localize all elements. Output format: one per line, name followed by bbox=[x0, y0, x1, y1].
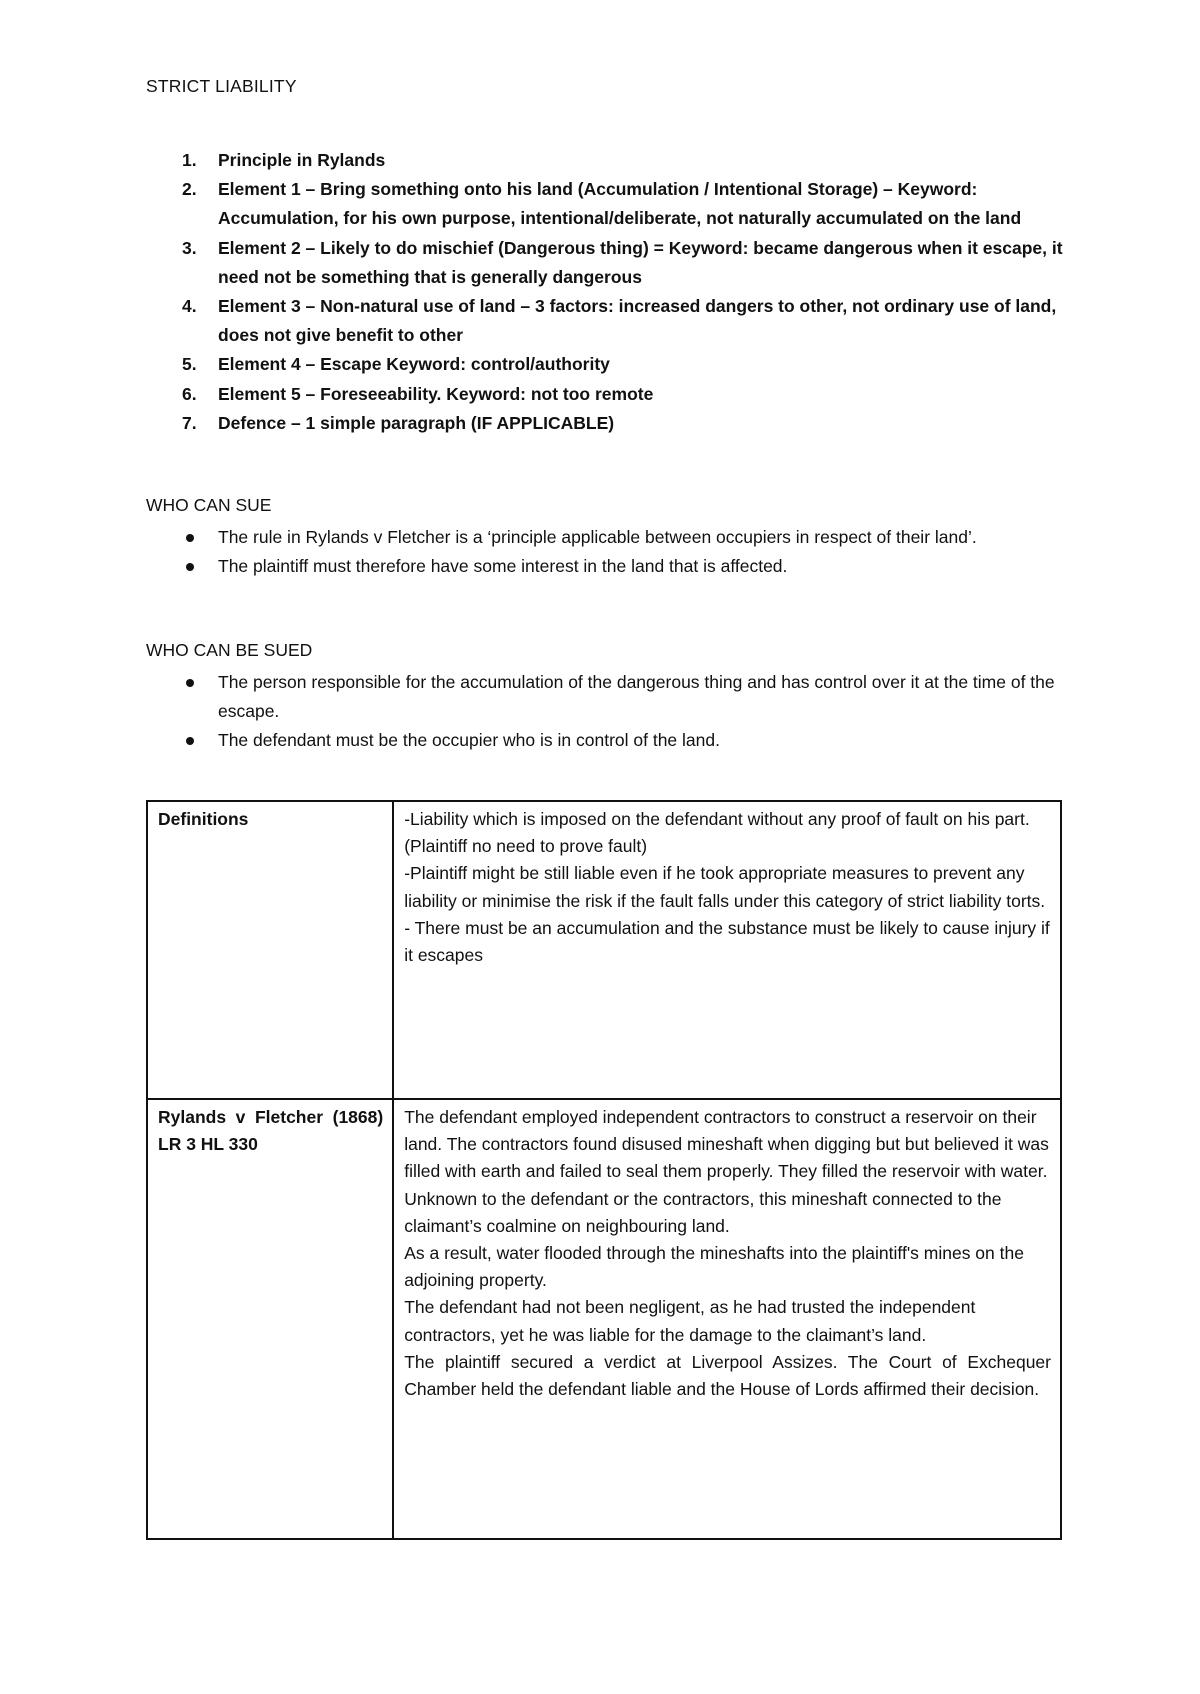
list-number: 4. bbox=[182, 296, 197, 317]
list-number: 5. bbox=[182, 354, 197, 375]
bullet-icon bbox=[186, 679, 194, 687]
list-item-text: The person responsible for the accumulation of the dangerous thing and has control over it at the time of the escape. bbox=[218, 672, 1055, 722]
list-item-text: The plaintiff must therefore have some interest in the land that is affected. bbox=[218, 556, 788, 577]
list-number: 3. bbox=[182, 237, 197, 258]
definition-paragraph: - There must be an accumulation and the substance must be likely to cause injury if bbox=[404, 917, 1050, 938]
bullet-icon bbox=[186, 737, 194, 745]
table-row bbox=[147, 1099, 1061, 1539]
list-item-text: Defence – 1 simple paragraph (IF APPLICABLE) bbox=[218, 412, 615, 433]
case-paragraph: The defendant employed independent contractors to construct a reservoir on their land. The contractors found disused mineshaft when digging but but believed it was filled with earth and failed to seal them properly. They filled the reservoir with water. Unknown to the defendant or the contractors, this mineshaft connected to the claimant’s coalmine on neighbouring land. bbox=[404, 1107, 1049, 1236]
list-item bbox=[146, 552, 1066, 581]
bullet-icon bbox=[186, 563, 194, 571]
case-paragraph: The defendant had not been negligent, as he had trusted the independent contractors, yet he was liable for the damage to the claimant’s land. bbox=[404, 1297, 976, 1345]
table-cell-body bbox=[393, 801, 1061, 1099]
definitions-table bbox=[146, 800, 1062, 1540]
definition-paragraph: -Plaintiff might be still liable even if he took appropriate measures to prevent any bbox=[404, 863, 1025, 884]
page-title: STRICT LIABILITY bbox=[146, 76, 297, 96]
list-number: 6. bbox=[182, 383, 197, 404]
case-paragraph: The plaintiff secured a verdict at Liverpool Assizes. The Court of Exchequer Chamber held the defendant liable and the House of Lords affirmed their decision. bbox=[404, 1351, 1051, 1400]
who-can-sue-heading: WHO CAN SUE bbox=[146, 495, 272, 515]
elements-list bbox=[146, 146, 1066, 438]
list-item-text: Element 5 – Foreseeability. Keyword: not too remote bbox=[218, 383, 654, 404]
who-can-sue-list bbox=[146, 523, 1066, 581]
list-item bbox=[146, 234, 1066, 292]
definition-paragraph: -Liability which is imposed on the defendant without any proof of fault on his part. bbox=[404, 809, 1030, 829]
list-item-text: Element 4 – Escape Keyword: control/authority bbox=[218, 354, 610, 375]
list-item bbox=[146, 292, 1066, 350]
list-item-text: The rule in Rylands v Fletcher is a ‘principle applicable between occupiers in respect of their land’. bbox=[218, 527, 977, 547]
list-item bbox=[146, 523, 1066, 552]
list-item-text: Element 3 – Non-natural use of land – 3 factors: increased dangers to other, not ordinary use of land, does not give benefit to other bbox=[218, 296, 1057, 346]
list-item-text: Element 1 – Bring something onto his land (Accumulation / Intentional Storage) – Keyword: Accumulation, for his own purpose, intentional/deliberate, not naturally accumulated on the land bbox=[218, 179, 1022, 229]
definition-paragraph: liability or minimise the risk if the fault falls under this category of strict liability torts. bbox=[404, 890, 1046, 911]
list-item bbox=[146, 409, 1066, 438]
definition-paragraph: it escapes bbox=[404, 945, 483, 966]
list-number: 2. bbox=[182, 179, 197, 200]
list-item bbox=[146, 146, 1066, 175]
who-can-be-sued-list bbox=[146, 668, 1066, 756]
list-item bbox=[146, 175, 1066, 233]
list-item bbox=[146, 668, 1066, 726]
table-cell-label: Rylands v Fletcher (1868) LR 3 HL 330 bbox=[147, 1099, 393, 1539]
list-number: 7. bbox=[182, 412, 197, 433]
table-cell-label: Definitions bbox=[147, 801, 393, 1099]
list-item bbox=[146, 726, 1066, 755]
definition-paragraph: (Plaintiff no need to prove fault) bbox=[404, 836, 648, 857]
table-row bbox=[147, 801, 1061, 1099]
table-cell-body bbox=[393, 1099, 1061, 1539]
who-can-be-sued-heading: WHO CAN BE SUED bbox=[146, 640, 313, 660]
list-item-text: Element 2 – Likely to do mischief (Dangerous thing) = Keyword: became dangerous when it escape, it need not be something that is generally dangerous bbox=[218, 237, 1063, 287]
list-item-text: The defendant must be the occupier who is in control of the land. bbox=[218, 730, 720, 751]
list-number: 1. bbox=[182, 150, 197, 170]
bullet-icon bbox=[186, 534, 194, 542]
case-paragraph: As a result, water flooded through the mineshafts into the plaintiff's mines on the adjoining property. bbox=[404, 1243, 1024, 1291]
list-item-text: Principle in Rylands bbox=[218, 150, 386, 170]
list-item bbox=[146, 350, 1066, 379]
list-item bbox=[146, 380, 1066, 409]
